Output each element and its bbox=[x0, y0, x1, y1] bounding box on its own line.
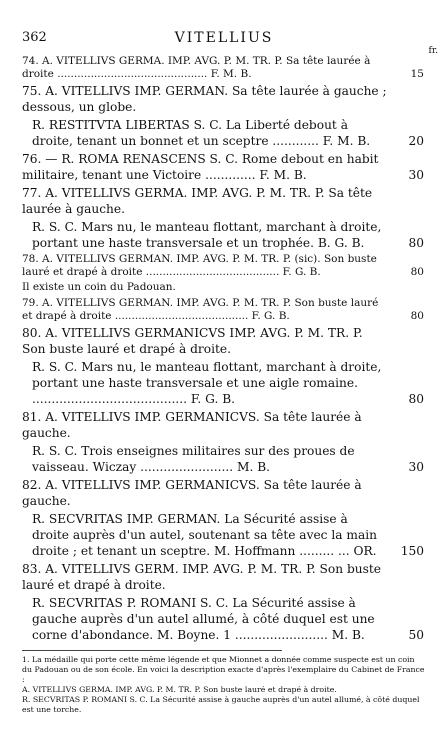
entry-price: 150 bbox=[400, 544, 424, 558]
entry-price: 20 bbox=[408, 134, 424, 148]
entry-description: R. SECVRITAS IMP. GERMAN. La Sécurité assise à droite auprès d'un autel, soutenant sa tête avec la main droite ; et tenant un sceptre. M. Hoffmann ......... ... OR. bbox=[32, 512, 377, 558]
entry-description: 79. A. VITELLIVS GERMAN. IMP. AVG. P. M. TR. P. Son buste lauré et drapé à droite ........................................ F. G. B. bbox=[22, 297, 379, 322]
footnote-line: 1. La médaille qui porte cette même légende et que Mionnet a donnée comme suspecte est un coin du Padouan ou de son école. En voici la description exacte d'après l'exemplaire du Cabinet de France : bbox=[22, 655, 425, 684]
catalogue-note bbox=[22, 281, 424, 294]
catalogue-entry bbox=[32, 219, 424, 251]
entry-description: 81. A. VITELLIVS IMP. GERMANICVS. Sa tête laurée à gauche. bbox=[22, 410, 362, 440]
entry-description: R. S. C. Trois enseignes militaires sur des proues de vaisseau. Wiczay ........................ M. B. bbox=[32, 444, 355, 474]
footnote-line: R. SECVRITAS P. ROMANI S. C. La Sécurité assise à gauche auprès d'un autel allumé, à côté duquel est une torche. bbox=[22, 695, 420, 714]
entry-description: R. S. C. Mars nu, le manteau flottant, marchant à droite, portant une haste transversale et une aigle romaine. ........................................ F. G. B. bbox=[32, 360, 382, 406]
catalogue-entry bbox=[22, 83, 424, 115]
page-title: VITELLIUS bbox=[174, 30, 274, 46]
entry-description: 76. — R. ROMA RENASCENS S. C. Rome debout en habit militaire, tenant une Victoire ............. F. M. B. bbox=[22, 152, 379, 182]
entry-description: 77. A. VITELLIVS GERMA. IMP. AVG. P. M. TR. P. Sa tête laurée à gauche. bbox=[22, 186, 373, 216]
entry-description: R. RESTITVTA LIBERTAS S. C. La Liberté debout à droite, tenant un bonnet et un sceptre ............ F. M. B. bbox=[32, 118, 371, 148]
catalogue-entry bbox=[32, 595, 424, 643]
footnotes bbox=[22, 655, 426, 715]
entry-price: 30 bbox=[408, 460, 424, 474]
catalogue-entry bbox=[22, 477, 424, 509]
page-header bbox=[22, 30, 438, 56]
catalogue-entry bbox=[22, 409, 424, 441]
catalogue-entry bbox=[22, 561, 424, 593]
catalogue-entry bbox=[22, 151, 424, 183]
entry-price: 15 bbox=[410, 68, 424, 80]
catalogue-entry bbox=[22, 253, 424, 279]
entry-description: Il existe un coin du Padouan. bbox=[22, 281, 176, 293]
entry-description: 82. A. VITELLIVS IMP. GERMANICVS. Sa tête laurée à gauche. bbox=[22, 478, 362, 508]
currency-unit-label: fr. bbox=[428, 46, 438, 56]
catalogue-entries bbox=[22, 55, 424, 645]
catalogue-entry bbox=[22, 325, 424, 357]
catalogue-entry bbox=[32, 511, 424, 559]
catalogue-entry bbox=[32, 443, 424, 475]
entry-description: R. S. C. Mars nu, le manteau flottant, marchant à droite, portant une haste transversale et un trophée. B. G. B. bbox=[32, 220, 382, 250]
entry-price: 80 bbox=[410, 266, 424, 278]
catalogue-entry bbox=[32, 359, 424, 407]
catalogue-entry bbox=[22, 185, 424, 217]
entry-price: 30 bbox=[408, 168, 424, 182]
page-number: 362 bbox=[22, 30, 47, 45]
entry-description: 75. A. VITELLIVS IMP. GERMAN. Sa tête laurée à gauche ; dessous, un globe. bbox=[22, 84, 387, 114]
entry-description: 74. A. VITELLIVS GERMA. IMP. AVG. P. M. TR. P. Sa tête laurée à droite ............................................. F. M. B. bbox=[22, 55, 371, 80]
footnote-line: A. VITELLIVS GERMA. IMP. AVG. P. M. TR. P. Son buste lauré et drapé à droite. bbox=[22, 685, 337, 694]
footnote-rule bbox=[22, 650, 282, 651]
entry-description: R. SECVRITAS P. ROMANI S. C. La Sécurité assise à gauche auprès d'un autel allumé, à côté duquel est une corne d'abondance. M. Boyne. 1 ........................ M. B. bbox=[32, 596, 375, 642]
entry-description: 83. A. VITELLIVS GERM. IMP. AVG. P. M. TR. P. Son buste lauré et drapé à droite. bbox=[22, 562, 381, 592]
catalogue-entry bbox=[22, 55, 424, 81]
entry-price: 80 bbox=[410, 310, 424, 322]
catalogue-entry bbox=[32, 117, 424, 149]
catalogue-entry bbox=[22, 297, 424, 323]
entry-price: 80 bbox=[408, 236, 424, 250]
entry-price: 50 bbox=[408, 628, 424, 642]
entry-description: 80. A. VITELLIVS GERMANICVS IMP. AVG. P. M. TR. P. Son buste lauré et drapé à droite. bbox=[22, 326, 363, 356]
entry-price: 80 bbox=[408, 392, 424, 406]
entry-description: 78. A. VITELLIVS GERMAN. IMP. AVG. P. M. TR. P. (sic). Son buste lauré et drapé à droite ........................................ F. G. B. bbox=[22, 253, 377, 278]
